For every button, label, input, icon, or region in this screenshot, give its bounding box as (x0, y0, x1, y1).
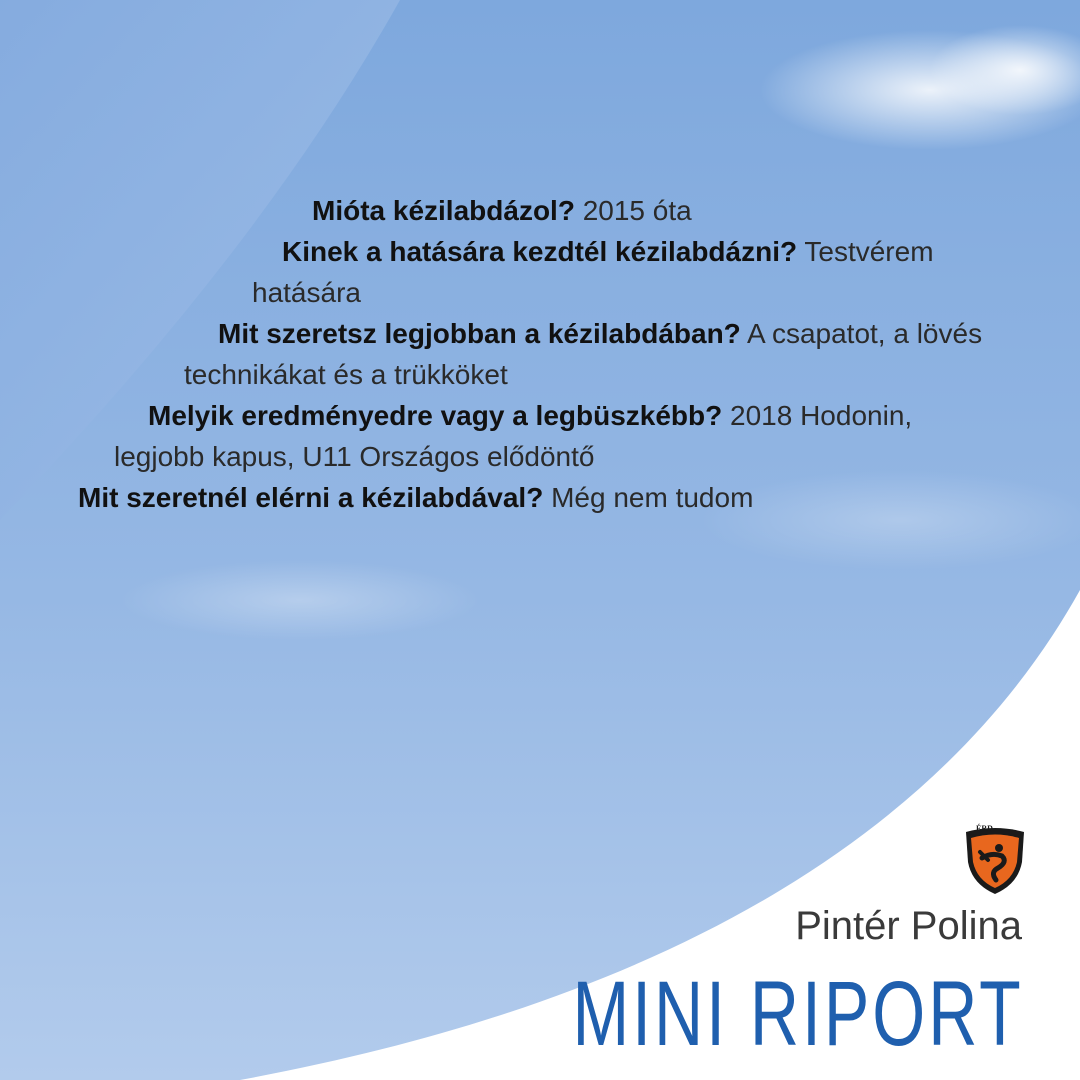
answer-5: Még nem tudom (551, 482, 754, 513)
answer-4-continued: legjobb kapus, U11 Országos elődöntő (114, 441, 595, 472)
answer-2: Testvérem (804, 236, 934, 267)
question-2: Kinek a hatására kezdtél kézilabdázni? (282, 236, 798, 267)
qa-line-4 (148, 398, 912, 434)
question-5: Mit szeretnél elérni a kézilabdával? (78, 482, 544, 513)
qa-line-1 (312, 193, 692, 229)
qa-line-3 (218, 316, 982, 352)
answer-1: 2015 óta (582, 195, 692, 226)
answer-2-continued: hatására (252, 277, 361, 308)
player-name: Pintér Polina (795, 904, 1022, 948)
question-3: Mit szeretsz legjobban a kézilabdában? (218, 318, 741, 349)
answer-4: 2018 Hodonin, (730, 400, 913, 431)
question-4: Melyik eredményedre vagy a legbüszkébb? (148, 400, 723, 431)
answer-3-continued: technikákat és a trükköket (184, 359, 508, 390)
logo-text: ÉRD (976, 824, 993, 833)
qa-line-2 (282, 234, 934, 270)
qa-line-5 (78, 480, 753, 516)
club-logo-icon (962, 822, 1028, 896)
question-1: Mióta kézilabdázol? (312, 195, 575, 226)
answer-3: A csapatot, a lövés (747, 318, 983, 349)
headline-title: MINI RIPORT (572, 963, 1024, 1065)
